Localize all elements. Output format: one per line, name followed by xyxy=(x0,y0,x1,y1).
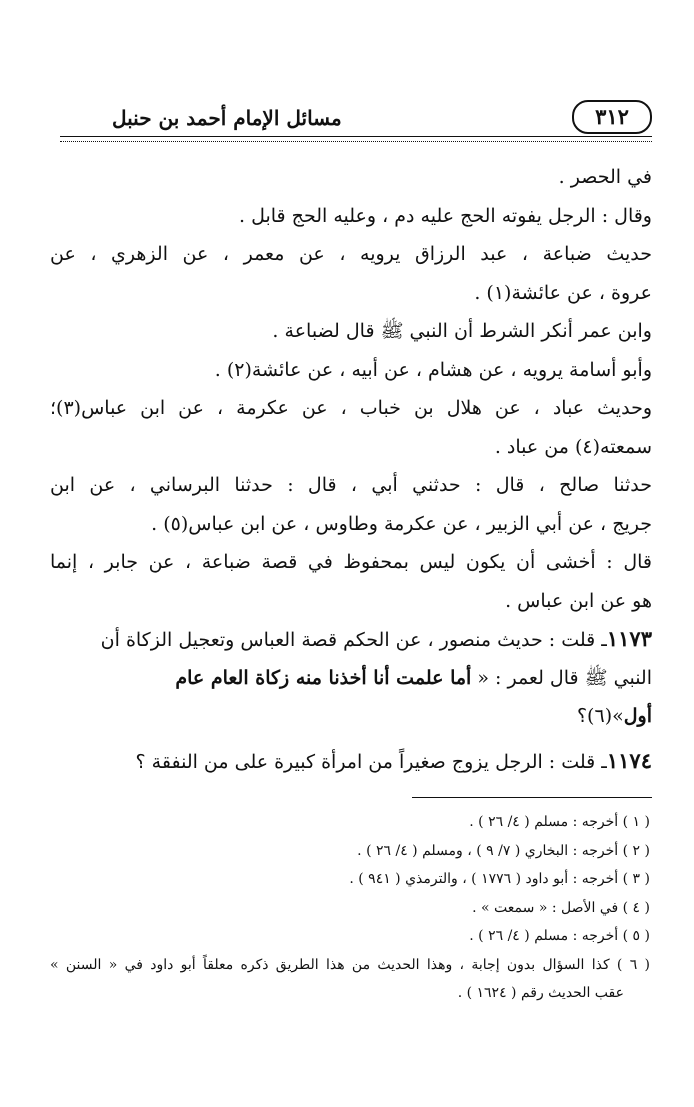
main-text xyxy=(50,158,652,780)
question-number: ١١٧٣ xyxy=(606,626,652,651)
footnote-divider xyxy=(412,797,652,798)
footnote: ( ٣ ) أخرجه : أبو داود ( ١٧٧٦ ) ، والترمذي ( ٩٤١ ) . xyxy=(349,871,650,887)
page-number: ٣١٢ xyxy=(572,100,652,134)
footnote: ( ١ ) أخرجه : مسلم ( ٤/ ٢٦ ) . xyxy=(469,814,650,830)
question-1174 xyxy=(50,742,652,781)
text-line: جريج ، عن أبي الزبير ، عن عكرمة وطاوس ، عن ابن عباس(٥) . xyxy=(151,512,652,535)
book-title: مسائل الإمام أحمد بن حنبل xyxy=(112,106,342,130)
footnotes xyxy=(50,808,650,1008)
question-number: ١١٧٤ xyxy=(606,747,652,773)
text-line: حدثنا صالح ، قال : حدثني أبي ، قال : حدثنا البرساني ، عن ابن xyxy=(50,474,652,496)
header-divider xyxy=(60,136,652,142)
question-1173-line-3 xyxy=(50,697,652,736)
question-text: »(٦)؟ xyxy=(576,705,624,727)
question-text: النبي ﷺ قال لعمر : « xyxy=(471,666,652,689)
quoted-hadith: أما علمت أنا أخذنا منه زكاة العام عام xyxy=(175,666,472,689)
question-text: ـ قلت : حديث منصور ، عن الحكم قصة العباس وتعجيل الزكاة أن xyxy=(100,629,607,651)
text-line: عروة ، عن عائشة(١) . xyxy=(474,281,652,304)
text-line: وقال : الرجل يفوته الحج عليه دم ، وعليه الحج قابل . xyxy=(239,204,652,227)
footnote-continuation: عقب الحديث رقم ( ١٦٢٤ ) . xyxy=(457,985,624,1001)
text-line: وأبو أسامة يرويه ، عن هشام ، عن أبيه ، عن عائشة(٢) . xyxy=(214,358,652,381)
quoted-hadith: أول xyxy=(623,705,652,727)
text-line: وحديث عباد ، عن هلال بن خباب ، عن عكرمة ، عن ابن عباس(٣)؛ xyxy=(50,397,652,419)
footnote: ( ٦ ) كذا السؤال بدون إجابة ، وهذا الحديث من هذا الطريق ذكره معلقاً أبو داود في « السنن » xyxy=(50,956,650,973)
text-line: هو عن ابن عباس . xyxy=(505,589,652,612)
question-1173-line-1 xyxy=(50,620,652,659)
footnote: ( ٥ ) أخرجه : مسلم ( ٤/ ٢٦ ) . xyxy=(469,928,650,944)
question-text: ـ قلت : الرجل يزوج صغيراً من امرأة كبيرة على من النفقة ؟ xyxy=(135,750,607,773)
text-line: قال : أخشى أن يكون ليس بمحفوظ في قصة ضباعة ، عن جابر ، إنما xyxy=(50,551,652,573)
text-line: حديث ضباعة ، عبد الرزاق يرويه ، عن معمر ، عن الزهري ، عن xyxy=(50,243,652,265)
text-line: وابن عمر أنكر الشرط أن النبي ﷺ قال لضباعة . xyxy=(272,320,652,342)
footnote: ( ٤ ) في الأصل : « سمعت » . xyxy=(472,899,650,916)
question-1173-line-2 xyxy=(50,659,652,698)
text-line: في الحصر . xyxy=(558,166,652,188)
footnote: ( ٢ ) أخرجه : البخاري ( ٧/ ٩ ) ، ومسلم ( ٤/ ٢٦ ) . xyxy=(357,842,650,859)
text-line: سمعته(٤) من عباد . xyxy=(494,435,652,458)
page-header xyxy=(60,98,652,142)
